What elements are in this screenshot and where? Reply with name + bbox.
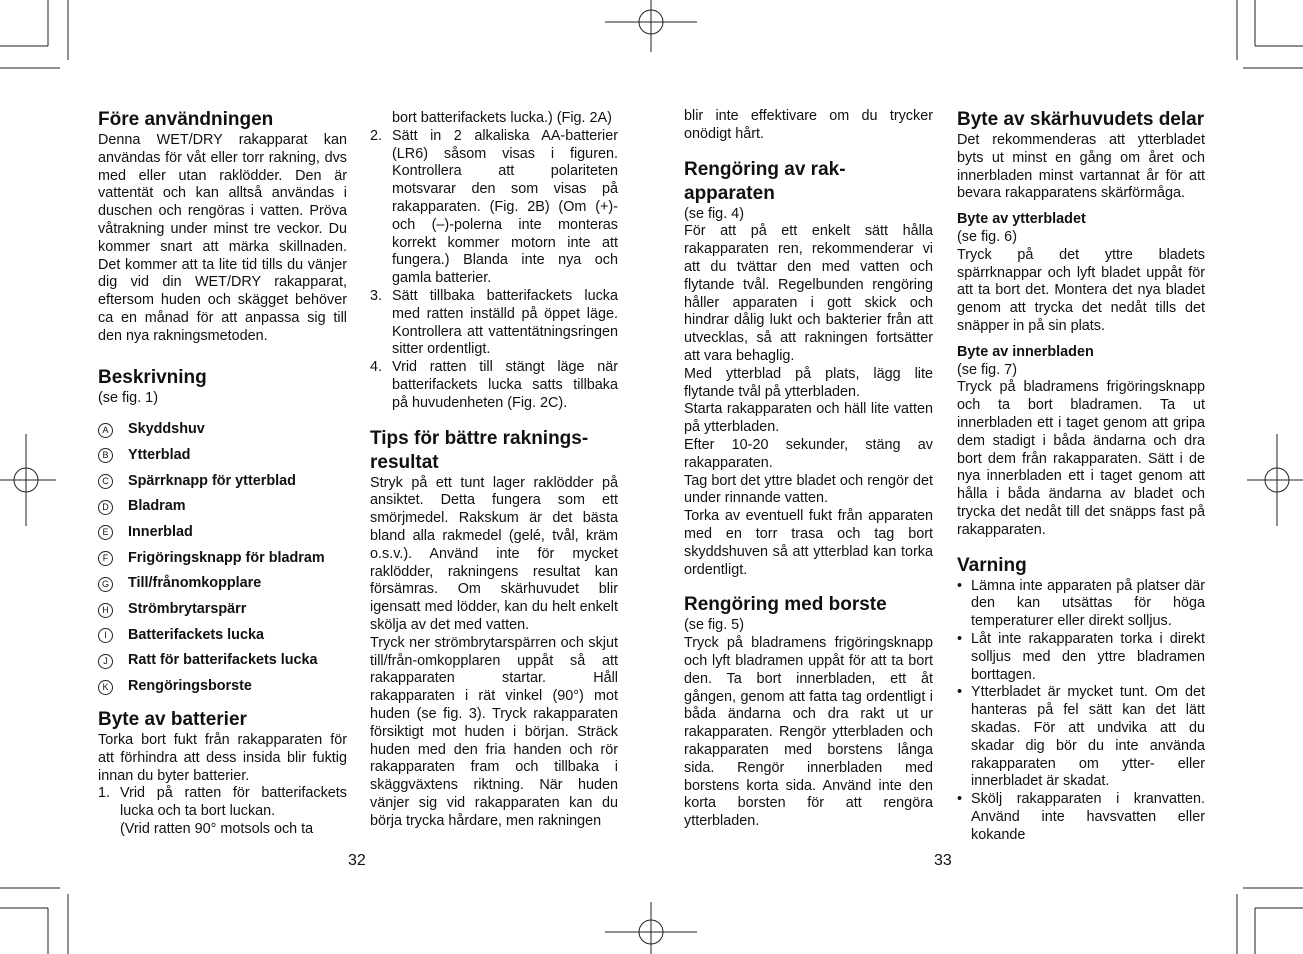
part-letter: C — [98, 474, 113, 489]
list-item — [957, 631, 1205, 684]
batterier-text: Torka bort fukt från rakapparaten för att förhindra att dess insida blir fuktig innan du byter batterier. — [98, 731, 347, 784]
part-item — [98, 443, 347, 469]
part-label: Ratt för batterifackets lucka — [128, 652, 318, 669]
part-item — [98, 546, 347, 572]
list-item — [957, 791, 1205, 844]
part-letter: F — [98, 551, 113, 566]
list-item — [957, 684, 1205, 791]
part-letter: H — [98, 603, 113, 618]
borste-text: Tryck på bladramens frigöringsknapp och lyft bladramen uppåt för att ta bort den. Ta bort innerbladen, ett åt gången, genom att fatta tag ordentligt i båda ändarna och dra rakt ut ur rakapparaten. Rengör ytterbladen och rakapparaten med borstens långa sida. Rengör innerbladen med borstens korta sida. Använd inte den korta borsten för att rengöra ytterbladen. — [684, 635, 933, 830]
battery-steps — [98, 785, 347, 821]
fore-text: Denna WET/DRY rakapparat kan användas för våt eller torr rakning, dvs med eller utan raklödder. Den är vattentät och kan alltså användas i duschen och rengöras i vatten. Pröva våtrakning under minst tre veckor. Du kommer snart att märka skillnaden. Det kommer att ta lite tid tills du vänjer dig vid din WET/DRY rakapparat, eftersom huden och skägget behöver ca en månad för att anpassa sig till den nya rakningsmetoden. — [98, 132, 347, 344]
section-heading-beskrivning: Beskrivning — [98, 366, 207, 388]
part-label: Strömbrytarspärr — [128, 601, 247, 618]
parts-list — [98, 417, 347, 700]
warning-text: Ytterbladet är mycket tunt. Om det hanteras på fel sätt kan det lätt skadas. För att undvika att du skadar dig bör du inte använda rakapparaten om ytter- eller innerbladet är skadat. — [971, 684, 1205, 790]
part-item — [98, 674, 347, 700]
part-label: Rengöringsborste — [128, 678, 252, 695]
part-item — [98, 469, 347, 495]
tips-text-2: Tryck ner strömbrytarspärren och skjut till/från-omkopplaren uppåt så att rakapparaten startar. Håll rakapparaten i rät vinkel (90°) mot huden (se fig. 3). Tryck rakapparaten försiktigt mot huden i början. Sträck huden med den fria handen och rör rakapparaten fram och tillbaka i skäggväxtens riktning. När huden vänjer sig vid rakapparaten kan du börja trycka hårdare, men rakningen — [370, 634, 618, 829]
step-text: Sätt tillbaka batterifackets lucka med ratten inställd på öppet läge. Kontrollera att vattentätningsringen sitter ordentligt. — [392, 287, 618, 358]
inner-text: Tryck på bladramens frigöringsknapp och ta bort bladramen. Ta ut innerbladen ett i taget genom att gripa dem stadigt i båda ändarna och dra bort dem från rakapparaten. Sätt i de nya innerbladen ett i taget genom att hålla i båda ändarna av bladet och trycka det nedåt till det snäpps fast på rakapparaten. — [957, 379, 1205, 538]
step-continuation: (Vrid ratten 90° motsols och ta — [120, 820, 314, 837]
section-heading-fore: Före användningen — [98, 109, 274, 130]
intro-text: blir inte effektivare om du trycker onödigt hårt. — [684, 108, 933, 142]
part-letter: B — [98, 448, 113, 463]
part-item — [98, 417, 347, 443]
warning-list — [957, 578, 1205, 845]
part-label: Bladram — [128, 498, 186, 515]
warning-text: Lämna inte apparaten på platser där den kan utsättas för höga temperaturer eller direkt solljus. — [971, 577, 1205, 630]
part-label: Spärrknapp för ytterblad — [128, 472, 296, 489]
page-number-right: 33 — [934, 852, 952, 869]
part-label: Ytterblad — [128, 446, 191, 463]
part-letter: G — [98, 577, 113, 592]
column-3 — [684, 108, 933, 831]
section-heading-borste: Rengöring med borste — [684, 594, 887, 616]
part-item — [98, 571, 347, 597]
part-item — [98, 520, 347, 546]
part-letter: K — [98, 680, 113, 695]
part-letter: A — [98, 423, 113, 438]
bullet: • — [957, 791, 963, 808]
step-number: 3. — [370, 287, 383, 304]
beskrivning-ref: (se fig. 1) — [98, 389, 158, 406]
bullet: • — [957, 630, 963, 647]
part-item — [98, 597, 347, 623]
section-heading-tips: Tips för bättre raknings-resultat — [370, 427, 589, 473]
page-number-left: 32 — [348, 852, 366, 869]
step-number: 4. — [370, 359, 383, 376]
part-item — [98, 623, 347, 649]
part-label: Batterifackets lucka — [128, 626, 264, 643]
bullet: • — [957, 577, 963, 594]
list-item — [370, 288, 618, 359]
warning-text: Låt inte rakapparaten torka i direkt solljus med den yttre bladramen borttagen. — [971, 630, 1205, 683]
list-item — [957, 578, 1205, 631]
borste-ref: (se fig. 5) — [684, 617, 744, 634]
part-letter: E — [98, 525, 113, 540]
tips-text-1: Stryk på ett tunt lager raklödder på ansiktet. Detta fungera som ett smörjmedel. Rakskum är det bästa bland alla rakmedel (gelé, tvål, kräm o.s.v.). Använd inte för mycket raklödder, rakningens resultat kan försämras. Om skärhuvudet blir igensatt med lödder, kan du helt enkelt skölja av det med vatten. — [370, 474, 618, 633]
ytter-text: Tryck på det yttre bladets spärrknappar och lyft bladet uppåt för att ta bort det. Montera det nya bladet genom att trycka det nedåt tills det snäpper in på sin plats. — [957, 246, 1205, 334]
part-label: Till/frånomkopplare — [128, 575, 262, 592]
part-label: Skyddshuv — [128, 421, 205, 438]
column-4 — [957, 108, 1205, 844]
battery-steps-cont — [370, 128, 618, 413]
part-letter: I — [98, 628, 113, 643]
section-heading-byte: Byte av skärhuvudets delar — [957, 109, 1205, 130]
subheading-ytterblad: Byte av ytterbladet — [957, 211, 1086, 228]
step-number: 2. — [370, 127, 383, 144]
subheading-innerblad: Byte av innerbladen — [957, 343, 1094, 360]
list-item — [370, 359, 618, 412]
part-item — [98, 494, 347, 520]
list-item — [370, 128, 618, 288]
step-text: Sätt in 2 alkaliska AA-batterier (LR6) såsom visas i figuren. Kontrollera att polariteten motsvarar den som visas på rakapparaten. (Fig. 2B) (Om (+)- och (–)-polerna inte monteras korrekt kommer motorn inte att fungera.) Blanda inte nya och gamla batterier. — [392, 127, 618, 287]
rengoring-text-4: Efter 10-20 sekunder, stäng av rakapparaten. — [684, 436, 933, 471]
inner-ref: (se fig. 7) — [957, 361, 1017, 378]
part-label: Innerblad — [128, 524, 193, 541]
bullet: • — [957, 684, 963, 701]
step-continuation: bort batterifackets lucka.) (Fig. 2A) — [392, 110, 612, 126]
rengoring-text-6: Torka av eventuell fukt från apparaten med en torr trasa och tag bort skyddshuven så att ytterblad kan torka ordentligt. — [684, 508, 933, 578]
rengoring-text-5: Tag bort det yttre bladet och rengör det under rinnande vatten. — [684, 472, 933, 507]
step-text: Vrid på ratten för batterifackets lucka och ta bort luckan. — [120, 785, 347, 820]
rengoring-text-3: Starta rakapparaten och häll lite vatten på ytterbladen. — [684, 401, 933, 436]
rengoring-ref: (se fig. 4) — [684, 205, 744, 222]
section-heading-batterier: Byte av batterier — [98, 708, 247, 730]
rengoring-text-1: För att på ett enkelt sätt hålla rakapparaten ren, rekommenderar vi att du tvättar den med vatten och flytande tvål. Regelbunden rengöring håller apparaten i gott skick och hindrar dålig lukt och bakterier från att utvecklas, så att rakningen fortsätter att vara behaglig. — [684, 223, 933, 364]
list-item — [98, 785, 347, 821]
part-letter: J — [98, 654, 113, 669]
column-1 — [98, 108, 347, 839]
rengoring-text-2: Med ytterblad på plats, lägg lite flytande tvål på ytterbladen. — [684, 365, 933, 400]
warning-text: Skölj rakapparaten i kranvatten. Använd inte havsvatten eller kokande — [971, 791, 1205, 843]
column-2 — [370, 110, 618, 830]
section-heading-varning: Varning — [957, 554, 1027, 576]
ytter-ref: (se fig. 6) — [957, 228, 1017, 245]
part-label: Frigöringsknapp för bladram — [128, 549, 325, 566]
step-text: Vrid ratten till stängt läge när batterifackets lucka satts tillbaka på huvudenheten (Fig. 2C). — [392, 359, 618, 411]
step-number: 1. — [98, 785, 111, 802]
part-letter: D — [98, 500, 113, 515]
part-item — [98, 649, 347, 675]
section-heading-rengoring: Rengöring av rak-apparaten — [684, 158, 846, 204]
byte-text: Det rekommenderas att ytterbladet byts ut minst en gång om året och innerbladen minst vartannat år för att bevara rakapparatens skärförmåga. — [957, 132, 1205, 202]
